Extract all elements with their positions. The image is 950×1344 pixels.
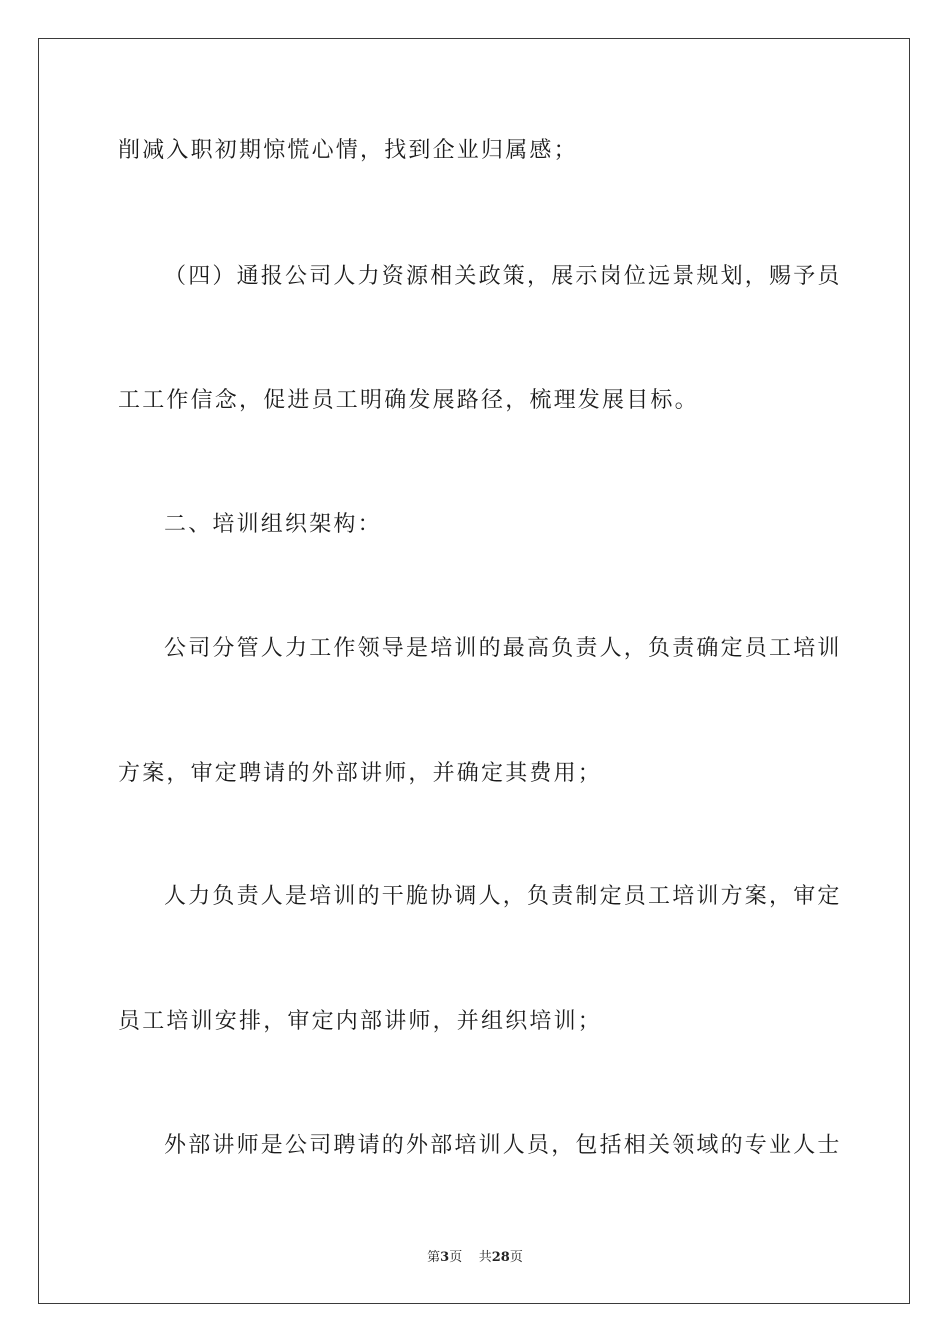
footer-total-suffix: 页 [509, 1250, 523, 1265]
body-line-9: 外部讲师是公司聘请的外部培训人员，包括相关领域的专业人士 [164, 1133, 842, 1158]
section-heading: 二、培训组织架构： [164, 512, 382, 537]
footer-page-suffix: 页 [449, 1250, 463, 1265]
page-footer [0, 1246, 950, 1265]
body-line-3: 工工作信念，促进员工明确发展路径，梳理发展目标。 [118, 388, 699, 413]
body-line-8: 员工培训安排，审定内部讲师，并组织培训； [118, 1009, 603, 1034]
footer-page-prefix: 第 [427, 1250, 441, 1265]
footer-total-prefix: 共 [478, 1250, 492, 1265]
page-border [38, 38, 910, 1304]
footer-total-number: 28 [491, 1250, 510, 1265]
body-line-2: （四）通报公司人力资源相关政策，展示岗位远景规划，赐予员 [164, 264, 842, 289]
body-line-7: 人力负责人是培训的干脆协调人，负责制定员工培训方案，审定 [164, 884, 842, 909]
body-line-1: 削减入职初期惊慌心情，找到企业归属感； [118, 138, 578, 163]
footer-page-number: 3 [440, 1250, 450, 1265]
body-line-6: 方案，审定聘请的外部讲师，并确定其费用； [118, 761, 603, 786]
body-line-5: 公司分管人力工作领导是培训的最高负责人，负责确定员工培训 [164, 636, 842, 661]
